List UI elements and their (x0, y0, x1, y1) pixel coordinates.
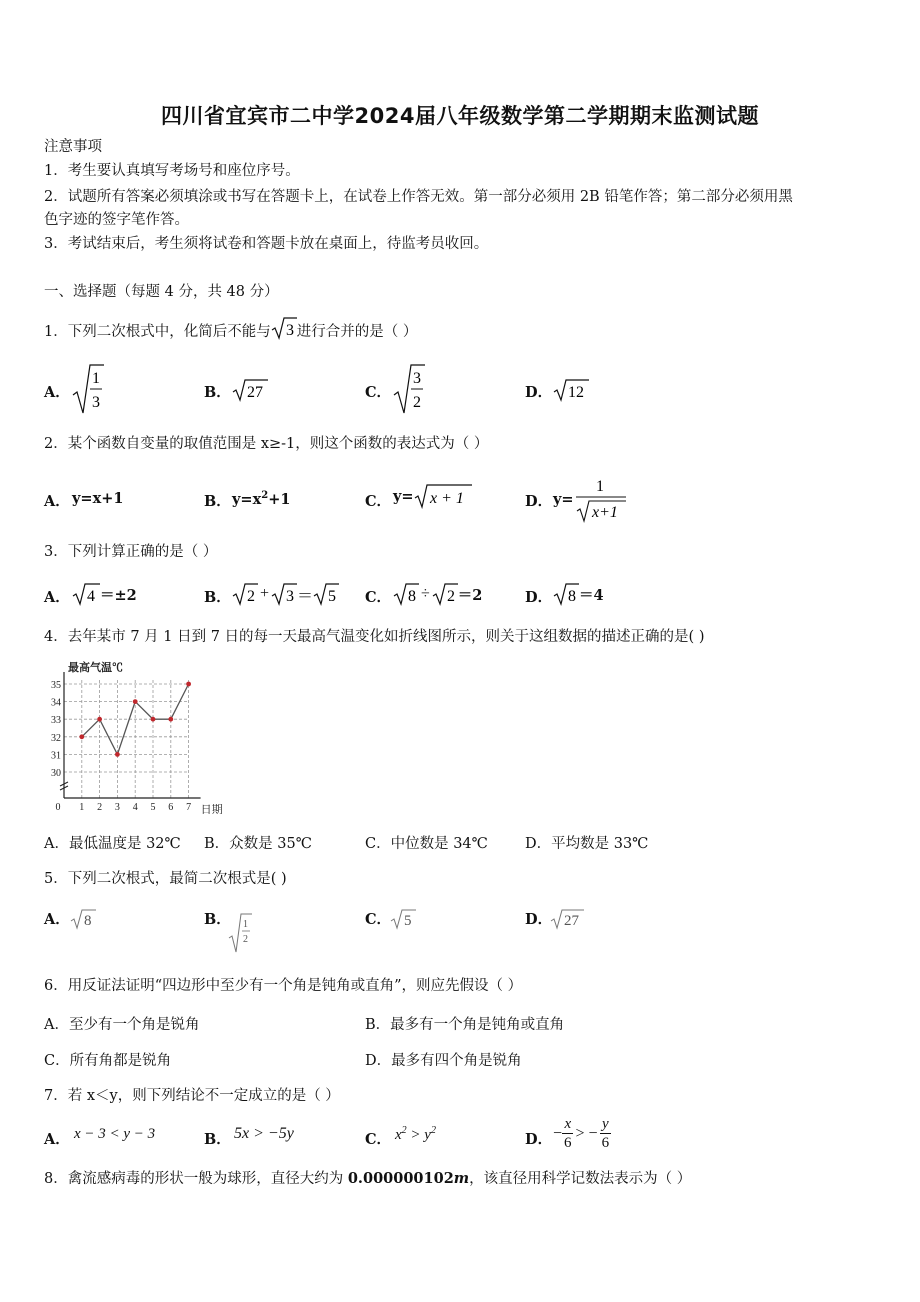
q7-d-numerator-1: x (564, 1116, 572, 1132)
q1-a-numerator: 1 (92, 370, 100, 387)
q5-option-a (70, 908, 96, 934)
question-7-stem: 7．若 x＜y，则下列结论不一定成立的是（ ） (44, 1088, 340, 1104)
q1-option-c (393, 363, 425, 419)
q3-a-radicand: 4 (87, 588, 95, 605)
notice-item: 1．考生要认真填写考场号和座位序号。 (44, 163, 300, 179)
notice-item: 色字迹的签字笔作答。 (44, 212, 189, 228)
q7-d-denominator-2: 6 (601, 1135, 610, 1151)
q3-b-radicand-2: 3 (286, 588, 295, 605)
q5-option-c (390, 908, 416, 934)
q8-stem-part-a: 8．禽流感病毒的形状一般为球形，直径大约为 (44, 1171, 348, 1187)
question-1-stem (44, 316, 417, 347)
y-tick-label: 31 (51, 750, 61, 762)
q7-c-exponent-2: 2 (430, 1125, 436, 1136)
q4-option-b: B．众数是 35℃ (204, 836, 312, 852)
q3-b-equals: ＝ (297, 587, 314, 605)
x-tick-label: 5 (150, 802, 156, 813)
q1-b-radicand: 27 (247, 384, 263, 401)
data-point (151, 717, 156, 722)
q7-d-fraction-2 (600, 1115, 612, 1152)
q5-c-radicand: 5 (404, 913, 412, 929)
option-letter: D． (525, 1131, 553, 1148)
option-letter: C． (365, 1131, 392, 1148)
q7-d-minus: − (553, 1124, 563, 1142)
option-letter: A． (44, 1131, 70, 1148)
q6-option-b: B．最多有一个角是钝角或直角 (365, 1017, 565, 1033)
q1-c-numerator: 3 (413, 370, 421, 387)
option-letter: C． (365, 384, 392, 401)
option-letter: C． (365, 493, 392, 510)
question-5-stem: 5．下列二次根式，最简二次根式是( ) (44, 871, 287, 887)
q2-option-c (393, 483, 472, 509)
option-letter: B． (204, 589, 231, 606)
option-letter: C． (365, 911, 392, 928)
q1-stem-radicand: 3 (285, 322, 294, 339)
q1-stem-part-a: 1．下列二次根式中，化简后不能与 (44, 323, 271, 340)
question-8-stem (44, 1168, 691, 1190)
x-tick-label: 1 (79, 802, 85, 813)
notice-item: 3．考试结束后，考生须将试卷和答题卡放在桌面上，待监考员收回。 (44, 236, 489, 252)
option-letter: B． (204, 1131, 231, 1148)
temperature-line-chart (44, 660, 240, 818)
data-point (97, 717, 102, 722)
q3-b-radicand-3: 5 (328, 588, 337, 605)
q7-option-c (395, 1125, 436, 1144)
q8-diameter-value: 0.000000102 (347, 1170, 454, 1187)
q1-a-denominator: 3 (92, 394, 100, 411)
q7-c-base-1: x (395, 1127, 402, 1143)
x-tick-label: 0 (55, 802, 61, 813)
chart-svg (44, 660, 240, 814)
q8-unit: m (453, 1170, 470, 1187)
q2-d-radicand: x+1 (591, 504, 618, 521)
question-4-stem: 4．去年某市 7 月 1 日到 7 日的每一天最高气温变化如折线图所示，则关于这组数据的描述正确的是( ) (44, 629, 705, 645)
q5-d-radicand: 27 (564, 913, 579, 929)
q7-d-numerator-2: y (601, 1116, 609, 1132)
q7-d-fraction-1 (562, 1115, 574, 1152)
q2-b-tail: +1 (268, 490, 291, 508)
y-tick-label: 35 (51, 680, 61, 691)
q7-c-exponent-1: 2 (401, 1125, 407, 1136)
q6-option-d: D．最多有四个角是锐角 (365, 1053, 522, 1069)
q8-stem-part-b: ，该直径用科学记数法表示为（ ） (469, 1171, 692, 1187)
option-letter: D． (525, 493, 553, 510)
q7-d-denominator-1: 6 (564, 1135, 572, 1151)
q5-option-d (550, 908, 584, 934)
q2-option-b (232, 490, 290, 508)
q4-option-c: C．中位数是 34℃ (365, 836, 488, 852)
y-tick-label: 33 (51, 715, 61, 727)
q3-c-radicand-2: 2 (446, 588, 455, 605)
q2-d-prefix: y= (553, 490, 574, 508)
question-6-stem: 6．用反证法证明“四边形中至少有一个角是钝角或直角”，则应先假设（ ） (44, 978, 523, 994)
sqrt-symbol (271, 316, 297, 347)
q1-d-radicand: 12 (568, 384, 584, 401)
option-letter: B． (204, 384, 231, 401)
option-letter: D． (525, 589, 553, 606)
data-point (168, 717, 173, 722)
x-tick-label: 4 (132, 802, 138, 813)
notice-heading: 注意事项 (44, 139, 102, 155)
q5-b-denominator: 2 (243, 934, 248, 945)
x-tick-label: 6 (168, 802, 174, 813)
q6-option-c: C．所有角都是锐角 (44, 1053, 172, 1069)
option-letter: B． (204, 911, 231, 928)
q3-d-radicand: 8 (568, 588, 576, 605)
q3-option-d (553, 582, 604, 606)
q3-c-tail: ＝2 (457, 586, 483, 604)
q5-option-b (228, 912, 254, 958)
option-letter: A． (44, 589, 70, 606)
q5-b-numerator: 1 (243, 919, 248, 930)
q3-c-radicand-1: 8 (408, 588, 416, 605)
x-tick-label: 2 (97, 802, 103, 813)
q1-option-d (553, 378, 589, 406)
q3-option-c (393, 582, 482, 606)
page-title: 四川省宜宾市二中学2024届八年级数学第二学期期末监测试题 (161, 104, 759, 128)
q1-stem-part-b: 进行合并的是（ ） (296, 323, 418, 340)
q7-option-b: 5x > −5y (234, 1125, 294, 1142)
y-tick-label: 32 (51, 732, 61, 744)
y-tick-label: 30 (51, 768, 61, 779)
q5-a-radicand: 8 (84, 913, 92, 929)
q4-option-d: D．平均数是 33℃ (525, 836, 649, 852)
q7-c-base-2: y (424, 1127, 431, 1143)
notice-item: 2．试题所有答案必须填涂或书写在答题卡上，在试卷上作答无效。第一部分必须用 2B 铅笔作答；第二部分必须用黑 (44, 189, 793, 205)
q6-option-a: A．至少有一个角是锐角 (44, 1017, 200, 1033)
option-letter: D． (525, 384, 553, 401)
option-letter: D． (525, 911, 553, 928)
option-letter: C． (365, 589, 392, 606)
data-point (133, 699, 138, 704)
q7-c-operator: > (406, 1127, 425, 1143)
data-point (79, 734, 84, 739)
q3-b-radicand-1: 2 (247, 588, 255, 605)
q3-option-b (232, 582, 339, 606)
q7-d-operator: > − (575, 1124, 598, 1142)
y-axis-title: 最高气温℃ (68, 662, 123, 674)
data-point (186, 682, 191, 687)
q1-option-b (232, 378, 268, 406)
q3-option-a (72, 582, 137, 606)
question-3-stem: 3．下列计算正确的是（ ） (44, 544, 218, 560)
q1-c-denominator: 2 (413, 394, 421, 411)
option-letter: A． (44, 384, 70, 401)
q7-option-a: x − 3 < y − 3 (74, 1126, 156, 1142)
section-heading: 一、选择题（每题 4 分，共 48 分） (44, 284, 279, 300)
q3-d-tail: ＝4 (579, 586, 604, 604)
q7-option-d (553, 1115, 611, 1152)
q2-b-exponent: 2 (261, 490, 269, 501)
q3-c-operator: ÷ (421, 585, 430, 602)
x-tick-label: 3 (114, 802, 120, 813)
option-letter: A． (44, 911, 70, 928)
question-2-stem: 2．某个函数自变量的取值范围是 x≥-1，则这个函数的表达式为（ ） (44, 436, 489, 452)
x-tick-label: 7 (186, 802, 192, 813)
q3-b-operator: + (260, 585, 270, 602)
q2-c-prefix: y= (393, 487, 414, 505)
option-letter: B． (204, 493, 231, 510)
y-tick-label: 34 (51, 697, 61, 709)
option-letter: A． (44, 493, 70, 510)
data-point (115, 752, 120, 757)
q3-a-tail: ＝±2 (100, 586, 137, 604)
q4-option-a: A．最低温度是 32℃ (44, 836, 181, 852)
q2-d-numerator: 1 (595, 478, 604, 495)
q2-b-base: y=x (232, 490, 262, 508)
q2-c-radicand: x + 1 (429, 490, 464, 507)
x-axis-title: 日期 (200, 804, 223, 814)
q1-option-a (72, 363, 104, 419)
q2-option-a: y=x+1 (72, 490, 124, 507)
q2-option-d (553, 475, 628, 523)
